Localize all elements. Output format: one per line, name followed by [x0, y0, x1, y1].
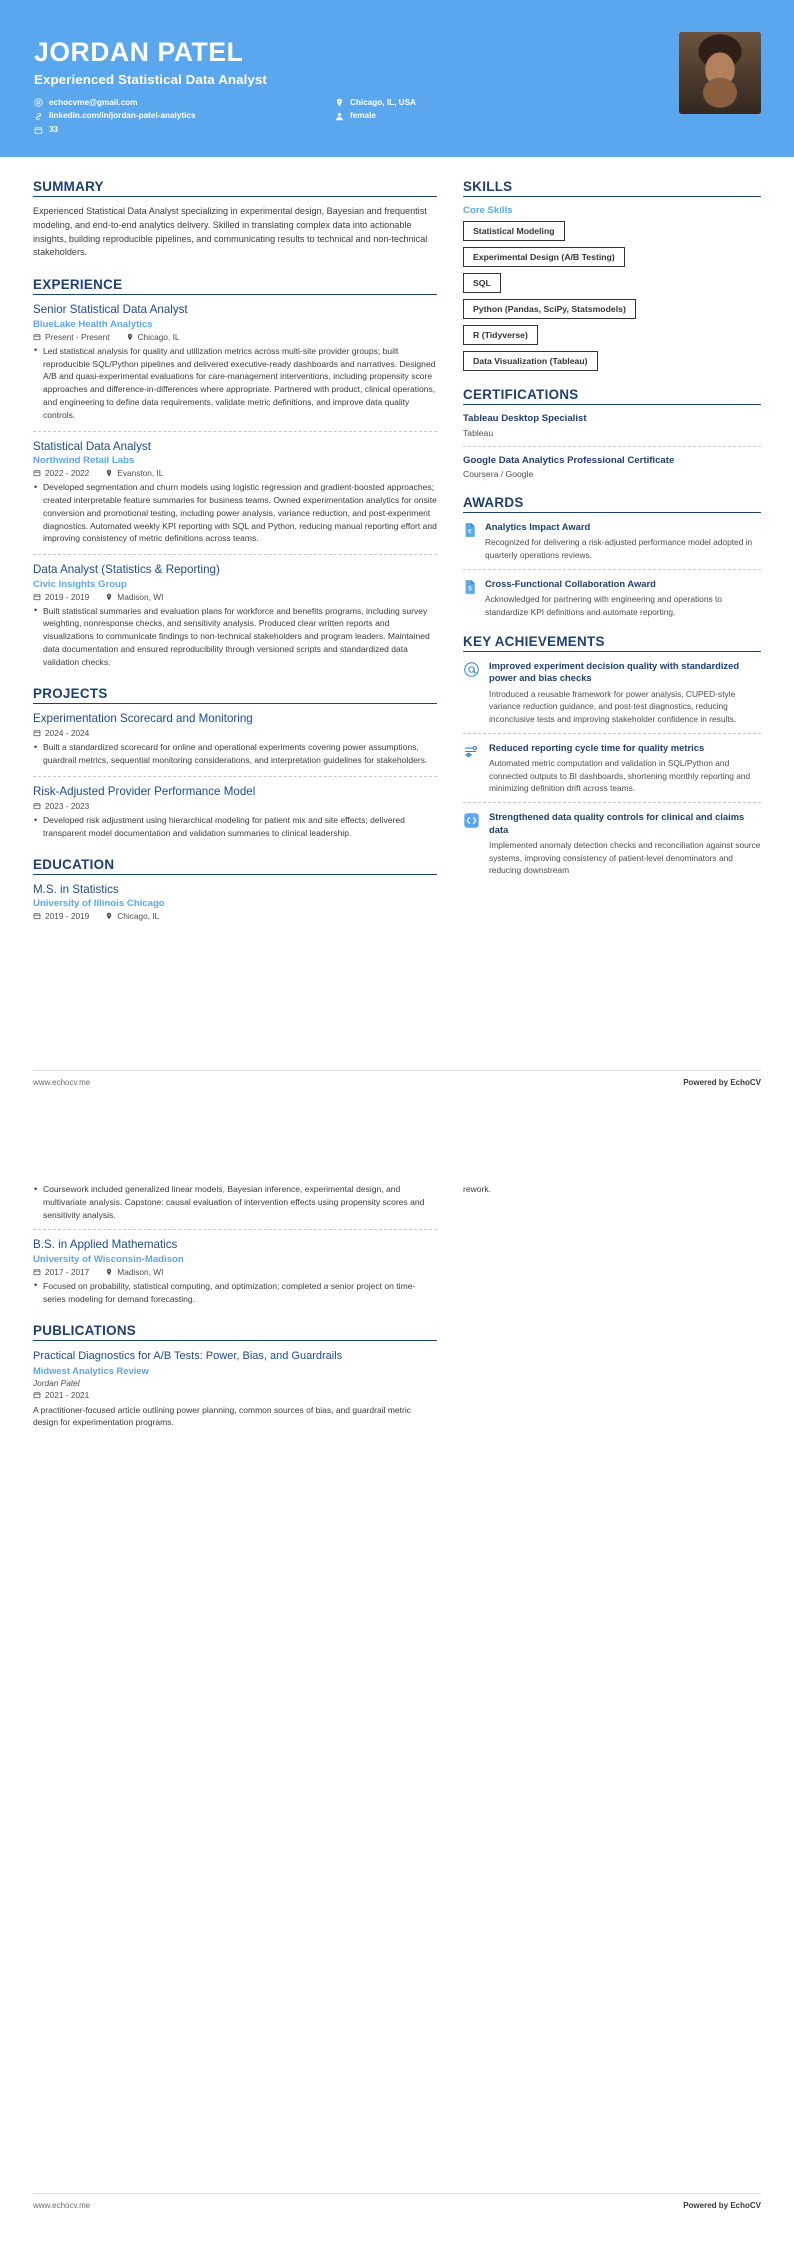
bullet: • Developed segmentation and churn models using logistic regression and gradient-boosted approaches; created interpretable feature summaries for business teams. Owned experimentation analytics for onsite conversion and promotional testing, including power analysis, variance reduction, and post-experiment diagnostics. Automated weekly KPI reporting with SQL and Python, reducing manual reporting effort and improving consistency of metric definitions across teams.: [33, 481, 437, 545]
contact-location: [335, 98, 416, 108]
contact-gender: [335, 111, 416, 121]
project-dates-text: 2023 - 2023: [45, 801, 90, 812]
education-dates: [33, 911, 89, 921]
experience-role: Data Analyst (Statistics & Reporting): [33, 563, 220, 577]
page-1-body: [0, 157, 794, 938]
publication-venue: Midwest Analytics Review: [33, 1364, 149, 1376]
education-bullets: [33, 1280, 437, 1306]
location-pin-icon: [105, 593, 113, 601]
bullet: • Built a standardized scorecard for online and operational experiments covering power assumptions, guardrail metrics, sequential monitoring considerations, and interpretation guidelines for stakeholders.: [33, 741, 437, 767]
contact-column-left: [34, 98, 335, 136]
avatar: [679, 32, 761, 114]
key-achievement-item: [463, 811, 761, 876]
education-meta: [33, 911, 437, 921]
link-icon: [34, 112, 43, 121]
right-column-continued: [463, 1183, 761, 1196]
divider: [463, 802, 761, 803]
section-publications: [33, 1323, 437, 1430]
calendar-icon: [33, 729, 41, 737]
skill-chip[interactable]: SQL: [463, 273, 501, 293]
bullet: • Developed risk adjustment using hierarchical modeling for patient mix and site effects; delivered transparent model documentation and validation summaries to clinical leadership.: [33, 814, 437, 840]
candidate-headline: Experienced Statistical Data Analyst: [34, 71, 267, 87]
education-item: [33, 1238, 437, 1305]
page-2-body: [0, 1123, 794, 1446]
experience-dates-text: Present - Present: [45, 331, 110, 342]
section-projects: [33, 686, 437, 840]
location-pin-icon: [105, 1268, 113, 1276]
experience-meta: [33, 468, 437, 478]
calendar-icon: [33, 1268, 41, 1276]
project-dates-text: 2024 - 2024: [45, 728, 90, 739]
skills-group-label: Core Skills: [463, 205, 513, 216]
project-meta: [33, 801, 437, 811]
person-icon: [335, 112, 344, 121]
project-dates: [33, 728, 89, 738]
key-achievement-item: [463, 660, 761, 725]
experience-location-text: Evanston, IL: [117, 468, 164, 479]
award-item: [463, 521, 761, 561]
contact-email[interactable]: [34, 98, 335, 108]
section-key-achievements: [463, 634, 761, 877]
education-bullets: [33, 1183, 437, 1221]
experience-dates: [33, 592, 89, 602]
publication-item: [33, 1349, 437, 1430]
education-meta: [33, 1267, 437, 1277]
footer-brand: Powered by EchoCV: [683, 1078, 761, 1087]
project-bullets: [33, 741, 437, 767]
location-pin-icon: [105, 912, 113, 920]
projects-section-title: PROJECTS: [33, 686, 437, 704]
experience-dates: [33, 468, 89, 478]
project-bullets: [33, 814, 437, 840]
award-item: [463, 578, 761, 618]
key-achievement-name: Reduced reporting cycle time for quality metrics: [489, 741, 705, 753]
skill-chip[interactable]: R (Tidyverse): [463, 325, 538, 345]
publication-description: A practitioner-focused article outlining power planning, common sources of bias, and guardrail metric design for experimentation programs.: [33, 1404, 411, 1428]
experience-meta: [33, 592, 437, 602]
contact-linkedin-text: linkedin.com/in/jordan-patel-analytics: [49, 111, 196, 121]
contact-location-text: Chicago, IL, USA: [350, 97, 416, 107]
experience-bullets: [33, 345, 437, 422]
key-achievement-item: [463, 742, 761, 795]
education-degree: M.S. in Statistics: [33, 882, 119, 896]
education-section-title: EDUCATION: [33, 857, 437, 875]
left-column: [33, 179, 437, 938]
experience-location-text: Chicago, IL: [137, 331, 180, 342]
contact-linkedin[interactable]: [34, 111, 335, 121]
project-dates: [33, 801, 89, 811]
education-item: [33, 883, 437, 921]
education-location: [105, 911, 159, 921]
divider: [463, 569, 761, 570]
skill-chip[interactable]: Python (Pandas, SciPy, Statsmodels): [463, 299, 636, 319]
key-achievement-description: Implemented anomaly detection checks and reconciliation against source systems, improving consistency of patient-level denominators and reducing downstream: [489, 840, 761, 876]
experience-item: [33, 440, 437, 546]
education-dates-text: 2017 - 2017: [45, 1266, 90, 1277]
experience-bullets: [33, 481, 437, 545]
education-location-text: Chicago, IL: [117, 911, 160, 922]
skill-chip[interactable]: Statistical Modeling: [463, 221, 565, 241]
skill-chip[interactable]: Experimental Design (A/B Testing): [463, 247, 625, 267]
page-footer: [33, 2193, 761, 2210]
experience-dates-text: 2019 - 2019: [45, 591, 90, 602]
experience-dates-text: 2022 - 2022: [45, 468, 90, 479]
education-school: University of Wisconsin-Madison: [33, 1253, 184, 1265]
experience-location: [126, 332, 180, 342]
contact-age: [34, 125, 335, 135]
education-location: [105, 1267, 163, 1277]
publications-section-title: PUBLICATIONS: [33, 1323, 437, 1341]
bullet: • Focused on probability, statistical computing, and optimization; completed a senior project on time-series modeling for demand forecasting.: [33, 1280, 437, 1306]
key-achievement-description: Automated metric computation and validation in SQL/Python and connected outputs to BI dashboards, shortening monthly reporting and minimizing definition drift across teams.: [489, 758, 751, 794]
experience-location: [105, 468, 163, 478]
project-item: [33, 712, 437, 767]
certification-issuer: Coursera / Google: [463, 469, 534, 480]
awards-section-title: AWARDS: [463, 495, 761, 513]
key-achievement-overflow-text: rework.: [463, 1184, 492, 1194]
certification-item: [463, 455, 761, 479]
certifications-section-title: CERTIFICATIONS: [463, 387, 761, 405]
skill-chip-list: [463, 221, 761, 371]
experience-item: [33, 563, 437, 669]
document-dollar-icon: [463, 579, 477, 595]
publication-meta: [33, 1390, 437, 1400]
calendar-icon: [33, 333, 41, 341]
publication-dates: [33, 1390, 89, 1400]
document-euro-icon: [463, 522, 477, 538]
experience-org: BlueLake Health Analytics: [33, 318, 153, 330]
section-experience: [33, 277, 437, 668]
svg-text:€: €: [468, 528, 472, 536]
experience-section-title: EXPERIENCE: [33, 277, 437, 295]
publication-title: Practical Diagnostics for A/B Tests: Power, Bias, and Guardrails: [33, 1349, 343, 1362]
location-pin-icon: [335, 98, 344, 107]
publication-dates-text: 2021 - 2021: [45, 1389, 90, 1400]
project-name: Risk-Adjusted Provider Performance Model: [33, 784, 256, 798]
experience-location: [105, 592, 163, 602]
skill-chip[interactable]: Data Visualization (Tableau): [463, 351, 598, 371]
divider: [33, 431, 437, 432]
calendar-icon: [33, 469, 41, 477]
calendar-icon: [33, 593, 41, 601]
bullet: • Led statistical analysis for quality and utilization metrics across multi-site provider groups; built reproducible SQL/Python pipelines and delivered executive-ready dashboards and narratives. Designed A/B and quasi-experimental evaluations for care-management interventions, including propensity score approaches and difference-in-differences where appropriate. Partnered with product, clinical operations, and engineering to define data requirements, validate metric definitions, and improve data quality controls.: [33, 345, 437, 422]
divider: [463, 733, 761, 734]
left-column-continued: [33, 1183, 437, 1446]
divider: [33, 554, 437, 555]
divider: [33, 776, 437, 777]
calendar-icon: [34, 126, 43, 135]
project-meta: [33, 728, 437, 738]
certification-issuer: Tableau: [463, 427, 494, 438]
certification-name: Google Data Analytics Professional Certificate: [463, 454, 675, 466]
experience-meta: [33, 332, 437, 342]
education-dates-text: 2019 - 2019: [45, 911, 90, 922]
contact-age-text: 33: [49, 125, 59, 135]
page-footer: [33, 1070, 761, 1087]
key-achievement-name: Strengthened data quality controls for clinical and claims data: [489, 811, 745, 835]
calendar-icon: [33, 912, 41, 920]
publication-author: Jordan Patel: [33, 1377, 80, 1388]
key-achievement-name: Improved experiment decision quality with standardized power and bias checks: [489, 659, 740, 684]
project-item: [33, 785, 437, 840]
section-education: [33, 857, 437, 921]
divider: [463, 446, 761, 447]
experience-location-text: Madison, WI: [117, 591, 164, 602]
experience-org: Civic Insights Group: [33, 578, 127, 590]
experience-bullets: [33, 605, 437, 669]
contact-email-text: echocvme@gmail.com: [49, 97, 138, 107]
education-degree: B.S. in Applied Mathematics: [33, 1238, 178, 1252]
code-brackets-icon: [463, 812, 480, 829]
location-pin-icon: [105, 469, 113, 477]
email-icon: [34, 98, 43, 107]
summary-section-title: SUMMARY: [33, 179, 437, 197]
section-education-continued: [33, 1183, 437, 1306]
summary-text: Experienced Statistical Data Analyst specializing in experimental design, Bayesian and frequentist modeling, and end-to-end analytics delivery. Skilled in translating complex data into actionable insights, building reproducible pipelines, and communicating results to technical and non-technical stakeholders.: [33, 206, 428, 258]
footer-brand: Powered by EchoCV: [683, 2201, 761, 2210]
sliders-icon: [463, 743, 480, 760]
certification-item: [463, 413, 761, 437]
calendar-icon: [33, 1391, 41, 1399]
contact-gender-text: female: [350, 111, 376, 121]
award-description: Recognized for delivering a risk-adjusted performance model adopted in quarterly operations reviews.: [485, 537, 753, 560]
footer-site[interactable]: www.echocv.me: [33, 1078, 91, 1087]
footer-site[interactable]: www.echocv.me: [33, 2201, 91, 2210]
section-skills: [463, 179, 761, 371]
right-column: [463, 179, 761, 892]
education-dates: [33, 1267, 89, 1277]
project-name: Experimentation Scorecard and Monitoring: [33, 711, 253, 725]
award-name: Cross-Functional Collaboration Award: [485, 577, 656, 589]
header-banner: [0, 0, 794, 157]
bullet: • Built statistical summaries and evaluation plans for workforce and benefits programs, including survey weighting, nonresponse checks, and sensitivity analysis. Produced clear written reports and visualizations to communicate findings to non-technical stakeholders and program leaders. Maintained data documentation and ensured reproducibility through versioned scripts and standardized data validation checks.: [33, 605, 437, 669]
experience-role: Statistical Data Analyst: [33, 439, 151, 453]
experience-dates: [33, 332, 110, 342]
at-sign-icon: [463, 661, 480, 678]
skills-section-title: SKILLS: [463, 179, 761, 197]
contact-column-right: [335, 98, 416, 136]
bullet: • Coursework included generalized linear models, Bayesian inference, experimental design, and multivariate analysis. Capstone: causal evaluation of intervention effects using propensity scores and sensitivity analysis.: [33, 1183, 437, 1221]
award-name: Analytics Impact Award: [485, 521, 591, 533]
section-summary: [33, 179, 437, 260]
divider: [33, 1229, 437, 1230]
location-pin-icon: [126, 333, 134, 341]
education-school: University of Illinois Chicago: [33, 898, 165, 910]
svg-text:$: $: [468, 585, 472, 593]
experience-item: [33, 303, 437, 421]
contact-grid: [34, 98, 760, 136]
key-achievements-section-title: KEY ACHIEVEMENTS: [463, 634, 761, 652]
key-achievement-description: Introduced a reusable framework for power analysis, CUPED-style variance reduction guidance, and post-test diagnostics, reducing inconclusive tests and improving stakeholder confidence in results.: [489, 688, 737, 724]
award-description: Acknowledged for partnering with engineering and operations to standardize KPI definitions and automate reporting.: [485, 594, 722, 617]
section-certifications: [463, 387, 761, 479]
experience-org: Northwind Retail Labs: [33, 455, 135, 467]
experience-role: Senior Statistical Data Analyst: [33, 303, 188, 317]
certification-name: Tableau Desktop Specialist: [463, 413, 587, 425]
section-awards: [463, 495, 761, 618]
calendar-icon: [33, 802, 41, 810]
education-location-text: Madison, WI: [117, 1266, 164, 1277]
candidate-name: JORDAN PATEL: [34, 37, 244, 67]
resume-page-2: [0, 1123, 794, 2246]
